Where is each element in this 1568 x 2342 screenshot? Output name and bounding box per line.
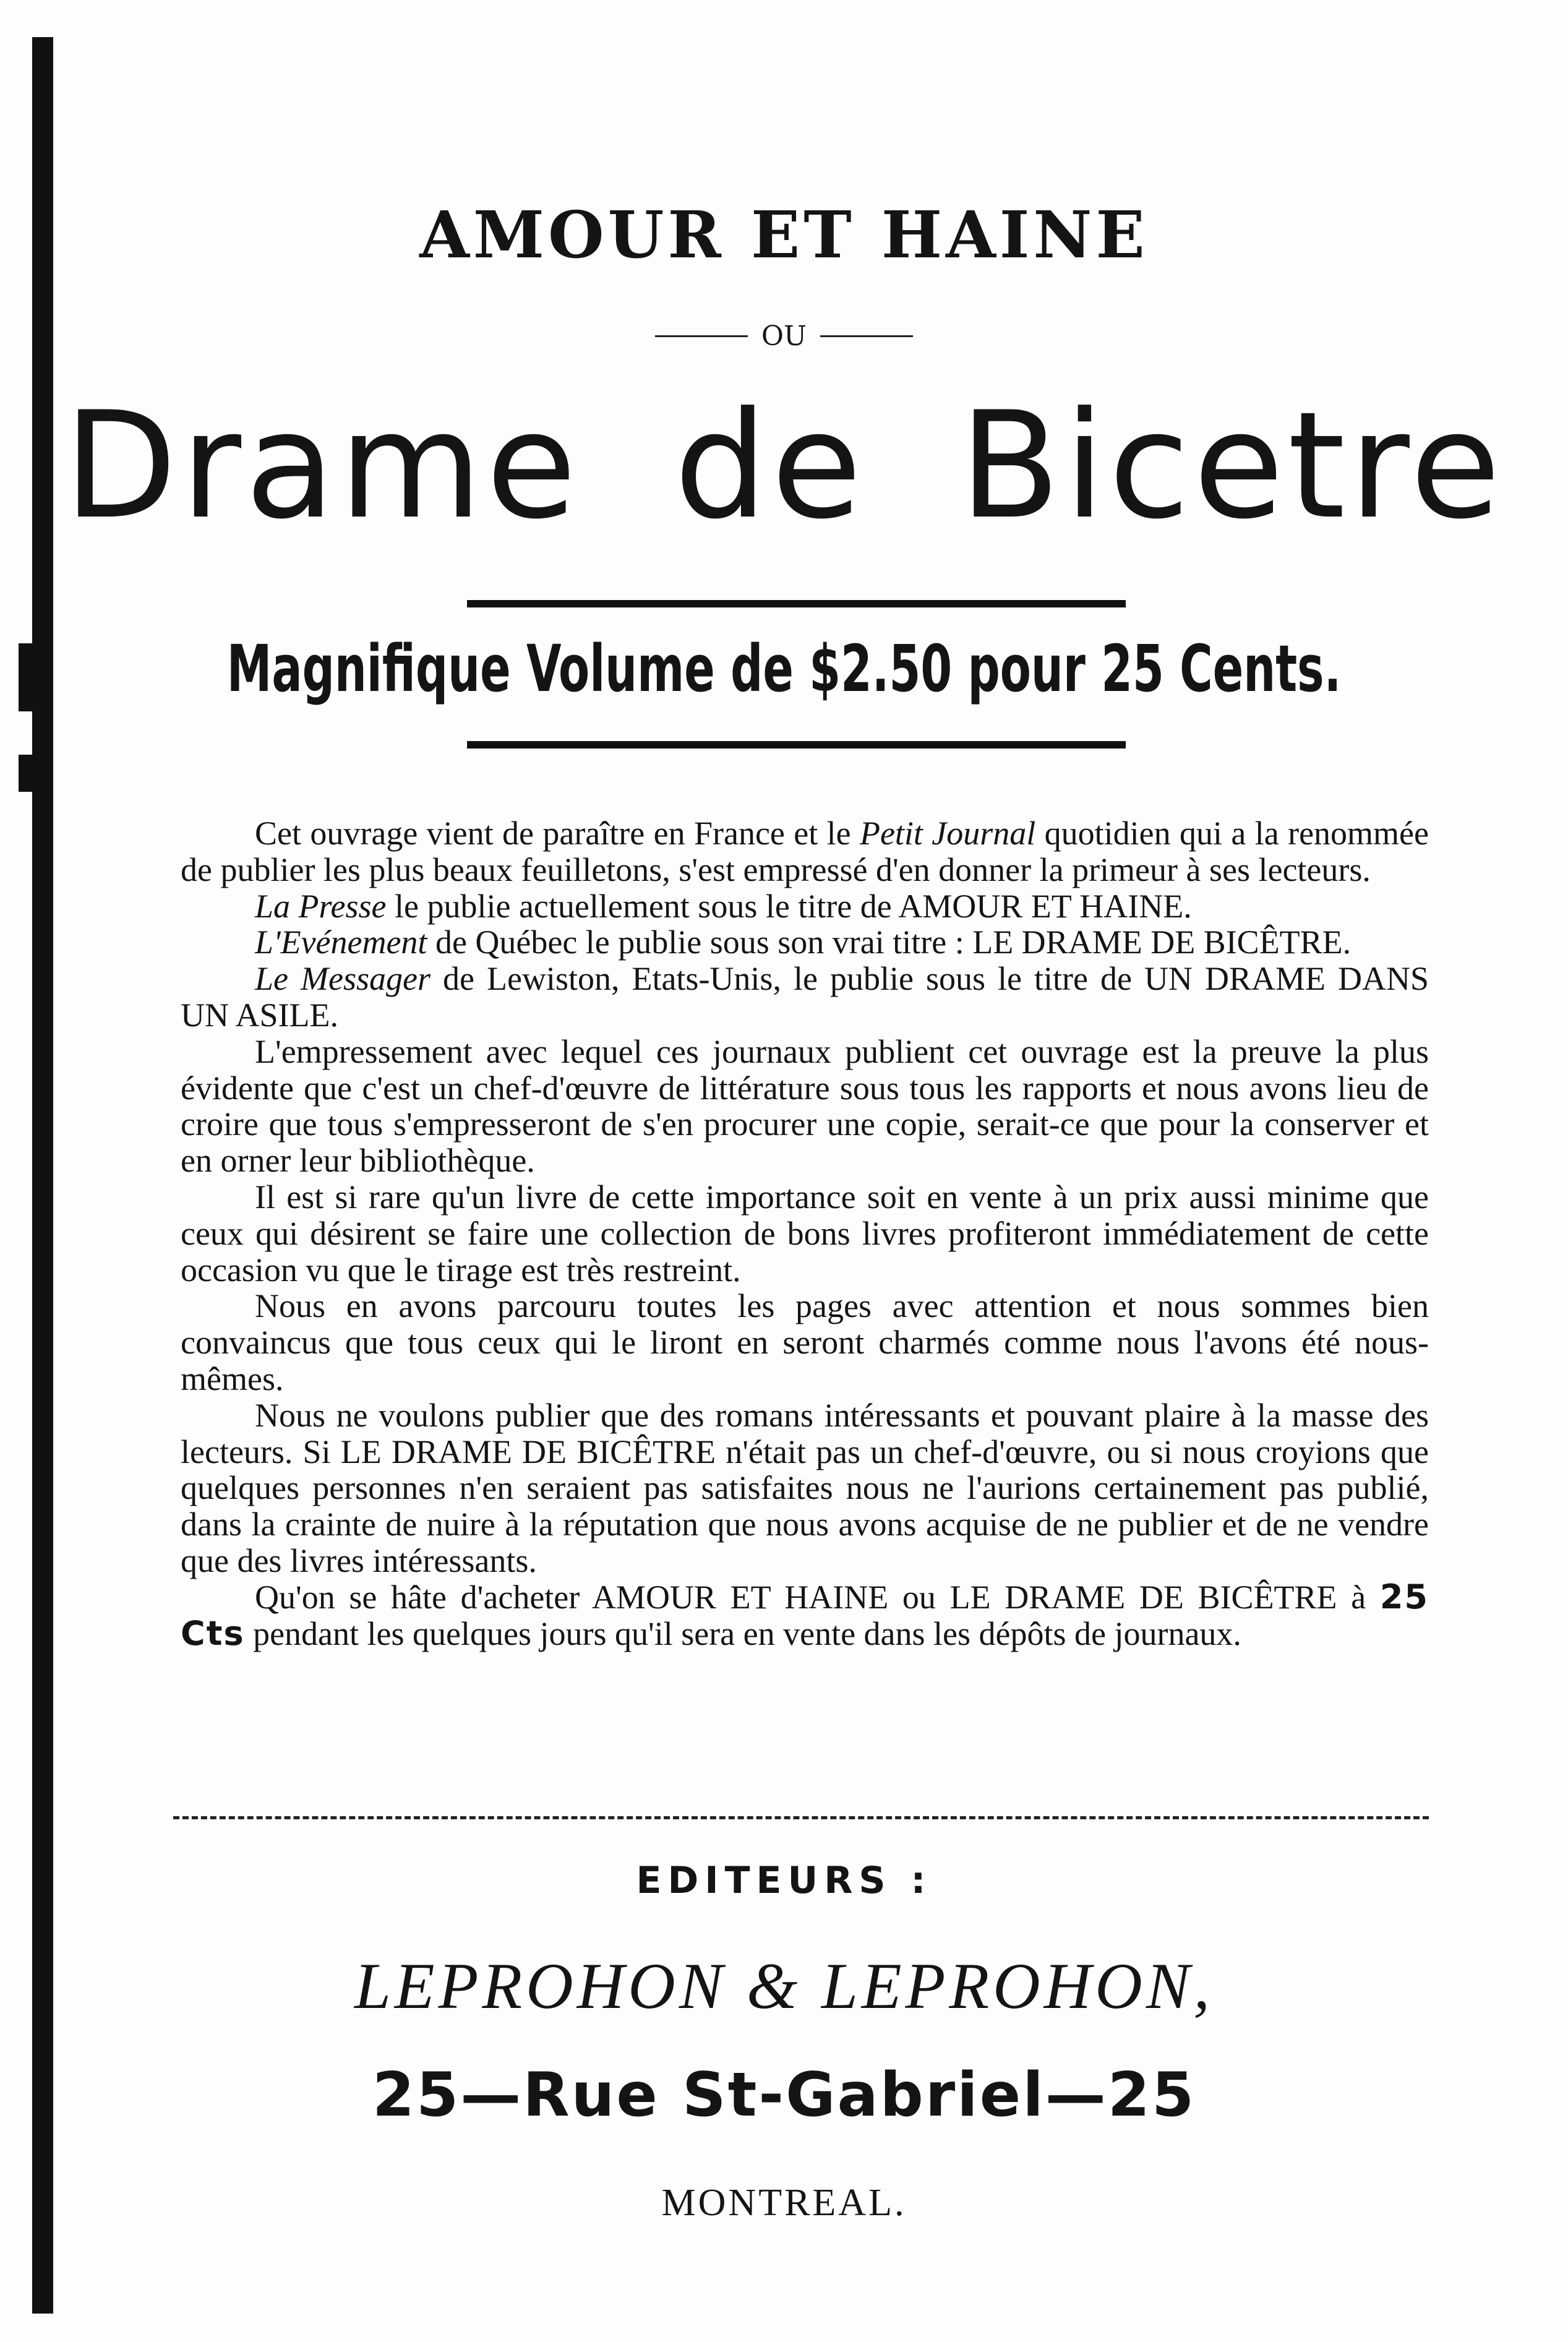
paragraph: Nous en avons parcouru toutes les pages avec attention et nous sommes bien convaincus que tous ceux qui le liront en seront charmés comme nous l'avons été nous-mêmes.: [181, 1287, 1429, 1397]
paragraph: Nous ne voulons publier que des romans intéressants et pouvant plaire à la masse des lecteurs. Si LE DRAME DE BICÊTRE n'était pas un chef-d'œuvre, ou si nous croyions que quelques personnes n'en seraient pas satisfaites nous ne l'aurions certainement pas publié, dans la crainte de nuire à la réputation que nous avons acquise de ne publier et de ne vendre que des livres intéressants.: [181, 1396, 1429, 1579]
advertisement-body: [181, 815, 1429, 1652]
book-title: AMOUR ET HAINE: [419, 197, 1149, 273]
dashed-divider: [173, 1816, 1429, 1819]
paragraph: Il est si rare qu'un livre de cette importance soit en vente à un prix aussi minime que ceux qui désirent se faire une collection de bons livres profiteront immédiatement de cette occasion vu que le tirage est très restreint.: [181, 1178, 1429, 1289]
publisher-city: MONTREAL.: [661, 2182, 907, 2224]
binding-mark: [19, 643, 35, 711]
paragraph: Le Messager de Lewiston, Etats-Unis, le publie sous le titre de UN DRAME DANS UN ASILE.: [181, 960, 1429, 1034]
paragraph: L'empressement avec lequel ces journaux publient cet ouvrage est la preuve la plus évidente que c'est un chef-d'œuvre de littérature sous tous les rapports et nous avons lieu de croire que tous s'empresseront de s'en procurer une copie, serait-ce que pour la conserver et en orner leur bibliothèque.: [181, 1032, 1429, 1180]
paragraph: Qu'on se hâte d'acheter AMOUR ET HAINE ou LE DRAME DE BICÊTRE à 25 Cts pendant les quelques jours qu'il sera en vente dans les dépôts de journaux.: [181, 1577, 1429, 1653]
paragraph: La Presse le publie actuellement sous le titre de AMOUR ET HAINE.: [255, 887, 1192, 925]
paragraph: Cet ouvrage vient de paraître en France et le Petit Journal quotidien qui a la renommée de publier les plus beaux feuilletons, s'est empressé d'en donner la primeur à ses lecteurs.: [181, 815, 1429, 888]
offer-rule-bottom: [467, 741, 1126, 748]
connector-word: OU: [761, 320, 807, 352]
price-highlight: 25 Cts: [181, 1577, 1429, 1653]
connector-rule-left: [655, 335, 748, 337]
offer-rule-top: [467, 600, 1126, 607]
publisher-address: 25—Rue St-Gabriel—25: [372, 2060, 1196, 2130]
editeurs-heading: EDITEURS :: [636, 1859, 932, 1902]
offer-headline: Magnifique Volume de $2.50 pour 25 Cents.: [226, 631, 1342, 706]
paragraph: L'Evénement de Québec le publie sous son vrai titre : LE DRAME DE BICÊTRE.: [255, 924, 1352, 961]
book-subtitle: Drame de Bicetre: [63, 380, 1505, 552]
title-connector: [0, 320, 1568, 352]
connector-rule-right: [820, 335, 913, 337]
publisher-name: LEPROHON & LEPROHON,: [354, 1950, 1214, 2022]
binding-mark: [19, 755, 35, 792]
